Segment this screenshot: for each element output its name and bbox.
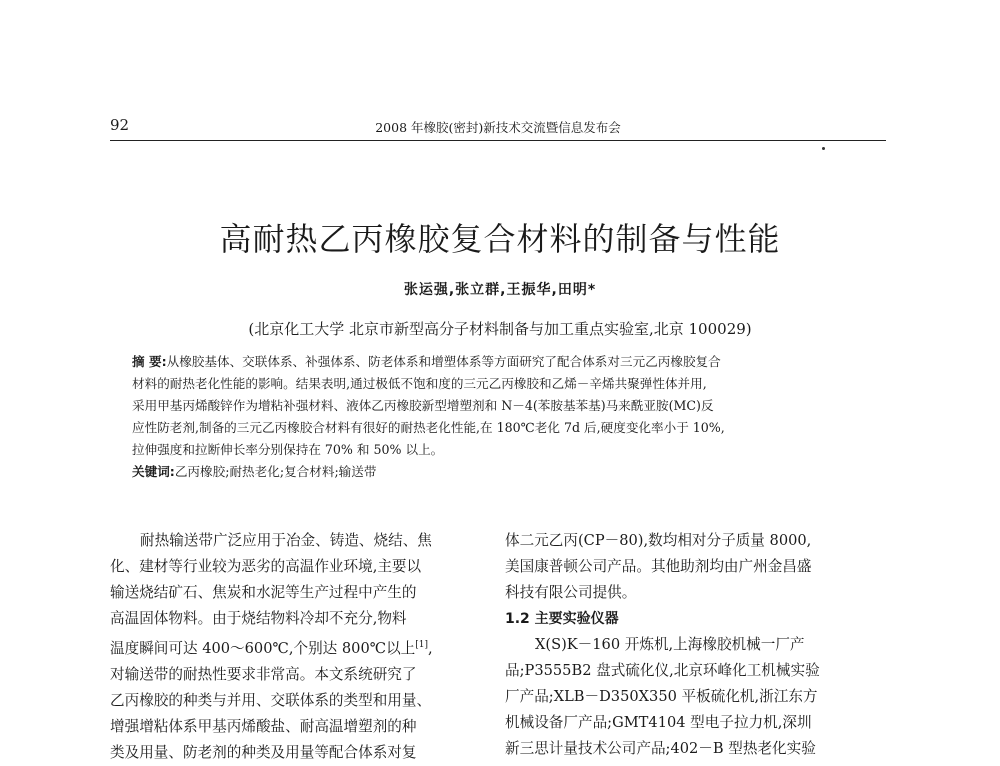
abstract-line: 采用甲基丙烯酸锌作为增粘补强材料、液体乙丙橡胶新型增塑剂和 N－4(苯胺基苯基)马来酰亚胺(MC)反 xyxy=(132,398,714,413)
abstract xyxy=(132,351,856,483)
page-header xyxy=(110,116,886,138)
body-line: 对输送带的耐热性要求非常高。本文系统研究了 xyxy=(110,665,417,683)
body-line: 品;P3555B2 盘式硫化仪,北京环峰化工机械实验 xyxy=(505,662,820,679)
body-line: 科技有限公司提供。 xyxy=(505,584,637,601)
body-text: , xyxy=(428,639,433,657)
body-line: 类及用量、防老剂的种类及用量等配合体系对复 xyxy=(110,743,417,761)
abstract-label: 摘 要: xyxy=(132,354,167,369)
affiliation: (北京化工大学 北京市新型高分子材料制备与加工重点实验室,北京 100029) xyxy=(248,320,752,338)
body-line: 输送烧结矿石、焦炭和水泥等生产过程中产生的 xyxy=(110,584,417,601)
body-line: 耐热输送带广泛应用于冶金、铸造、烧结、焦 xyxy=(140,532,432,549)
body-line: 机械设备厂产品;GMT4104 型电子拉力机,深圳 xyxy=(505,714,812,731)
body-line xyxy=(110,632,482,662)
body-text: 温度瞬间可达 400～600℃,个别达 800℃以上 xyxy=(110,639,416,657)
body-column-right xyxy=(505,528,890,762)
body-column-left xyxy=(110,528,482,766)
citation-marker: [1] xyxy=(415,640,429,650)
body-line: 新三思计量技术公司产品;402－B 型热老化实验 xyxy=(505,740,816,757)
body-line: X(S)K－160 开炼机,上海橡胶机械一厂产 xyxy=(535,636,805,653)
section-heading: 1.2 主要实验仪器 xyxy=(505,611,619,627)
running-title: 2008 年橡胶(密封)新技术交流暨信息发布会 xyxy=(375,120,621,135)
keywords: 乙丙橡胶;耐热老化;复合材料;输送带 xyxy=(174,464,377,479)
body-line: 高温固体物料。由于烧结物料冷却不充分,物料 xyxy=(110,610,407,627)
body-line: 厂产品;XLB－D350X350 平板硫化机,浙江东方 xyxy=(505,688,818,705)
abstract-line xyxy=(132,351,856,373)
scan-speck xyxy=(822,147,825,150)
body-line: 体二元乙丙(CP－80),数均相对分子质量 8000, xyxy=(505,532,812,549)
abstract-line: 材料的耐热老化性能的影响。结果表明,通过极低不饱和度的三元乙丙橡胶和乙烯－辛烯共聚弹性体并用, xyxy=(132,376,707,391)
keywords-line xyxy=(132,461,856,483)
header-rule xyxy=(110,140,886,141)
body-line: 增强增粘体系甲基丙烯酸盐、耐高温增塑剂的种 xyxy=(110,717,417,735)
abstract-line: 拉伸强度和拉断伸长率分别保持在 70% 和 50% 以上。 xyxy=(132,442,444,457)
abstract-text: 从橡胶基体、交联体系、补强体系、防老体系和增塑体系等方面研究了配合体系对三元乙丙橡胶复合 xyxy=(166,354,721,369)
body-line: 美国康普顿公司产品。其他助剂均由广州金昌盛 xyxy=(505,558,812,575)
author-list: 张运强,张立群,王振华,田明* xyxy=(403,282,597,298)
body-line: 乙丙橡胶的种类与并用、交联体系的类型和用量、 xyxy=(110,691,432,709)
abstract-line: 应性防老剂,制备的三元乙丙橡胶合材料有很好的耐热老化性能,在 180℃老化 7d 后,硬度变化率小于 10%, xyxy=(132,420,725,435)
keywords-label: 关键词: xyxy=(132,464,175,479)
page-number: 92 xyxy=(110,116,130,134)
body-line: 化、建材等行业较为恶劣的高温作业环境,主要以 xyxy=(110,558,422,575)
paper-title: 高耐热乙丙橡胶复合材料的制备与性能 xyxy=(219,220,781,258)
